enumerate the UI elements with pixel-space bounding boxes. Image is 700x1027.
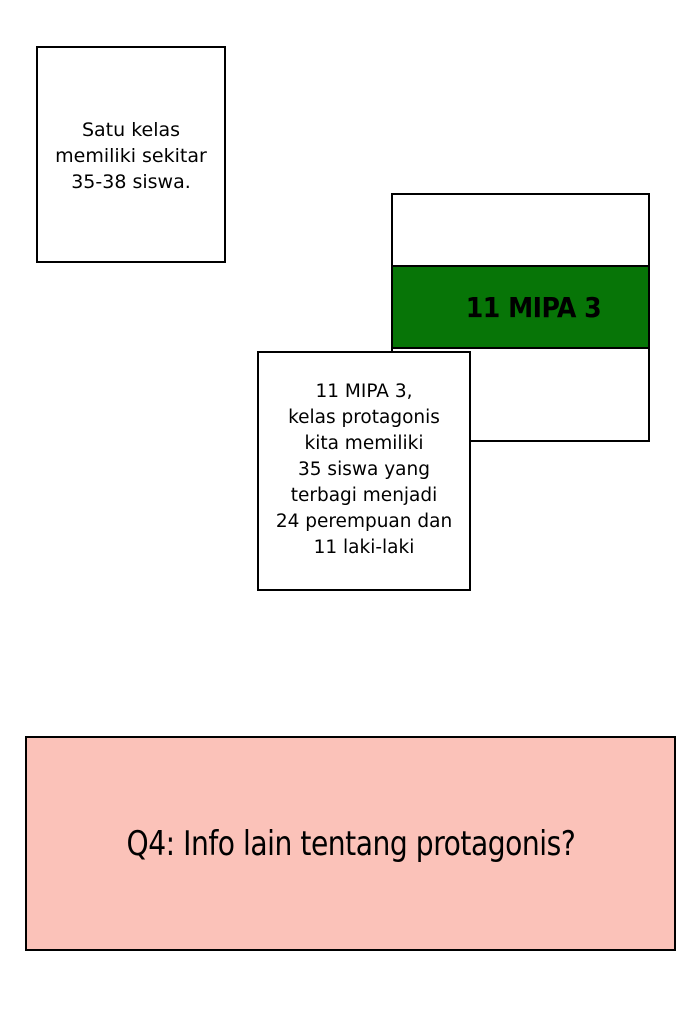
caption-box-class-size — [36, 46, 226, 263]
class-name-label: 11 MIPA 3 — [465, 290, 602, 324]
class-name-band — [393, 265, 648, 349]
caption-class-size-text: Satu kelas memiliki sekitar 35-38 siswa. — [55, 119, 207, 193]
caption-box-class-composition — [257, 351, 471, 591]
question-banner — [25, 736, 676, 951]
caption-class-composition-text: 11 MIPA 3, kelas protagonis kita memiliki 35 siswa yang terbagi menjadi 24 perempuan dan 11 laki-laki — [275, 381, 453, 558]
question-text: Q4: Info lain tentang protagonis? — [126, 823, 575, 864]
